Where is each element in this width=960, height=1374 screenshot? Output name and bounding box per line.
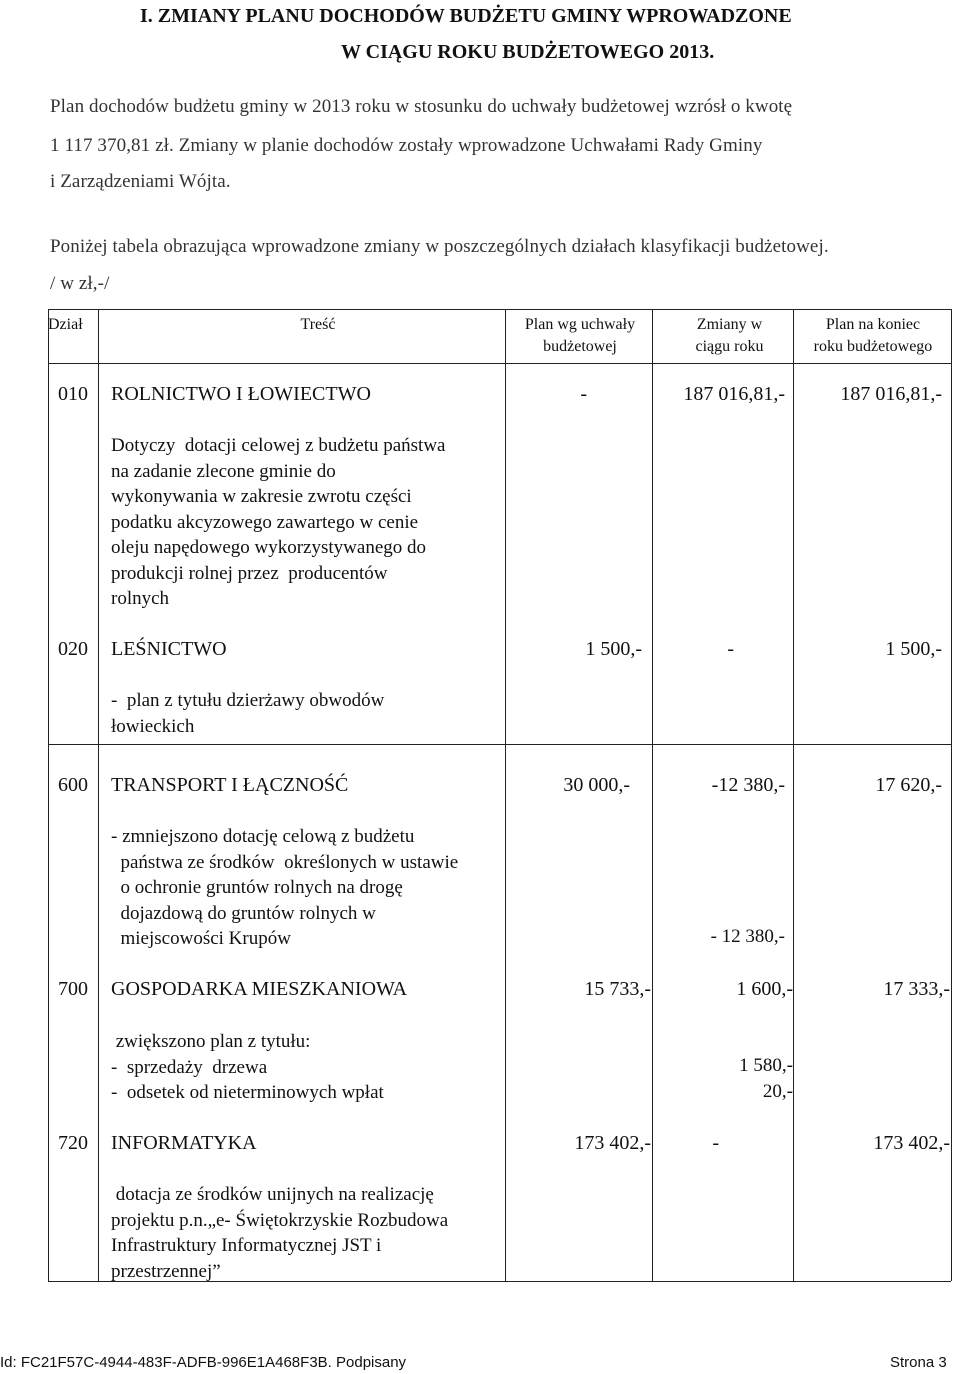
row-010-name: ROLNICTWO I ŁOWIECTWO	[111, 383, 371, 405]
row-600-zmiany: -12 380,-	[711, 774, 785, 796]
row-020-koniec: 1 500,-	[885, 638, 942, 660]
header-tresc: Treść	[300, 316, 336, 333]
row-700-sub-zmiany-1: 1 580,-	[739, 1055, 793, 1076]
row-600-koniec: 17 620,-	[875, 774, 942, 796]
row-720-name: INFORMATYKA	[111, 1132, 257, 1154]
intro-paragraph-2: Poniżej tabela obrazująca wprowadzone zmiany w poszczególnych działach klasyfikacji budżetowej.	[50, 236, 829, 257]
row-720-koniec: 173 402,-	[873, 1132, 950, 1154]
row-020-zmiany: -	[727, 638, 734, 660]
row-020-description: - plan z tytułu dzierżawy obwodów łowieckich	[111, 690, 385, 737]
row-700-name: GOSPODARKA MIESZKANIOWA	[111, 978, 408, 1000]
row-600-plan: 30 000,-	[563, 774, 630, 796]
row-700-dzial: 700	[58, 978, 88, 1000]
title-line-1: I. ZMIANY PLANU DOCHODÓW BUDŻETU GMINY WPROWADZONE	[140, 5, 792, 27]
header-dzial: Dział	[48, 316, 83, 333]
row-600-dzial: 600	[58, 774, 88, 796]
row-010-zmiany: 187 016,81,-	[683, 383, 785, 405]
row-010-dzial: 010	[58, 383, 88, 405]
header-plan-line-2: budżetowej	[543, 338, 617, 355]
intro-line-2: 1 117 370,81 zł. Zmiany w planie dochodów zostały wprowadzone Uchwałami Rady Gminy	[50, 135, 763, 156]
unit-note: / w zł,-/	[50, 273, 110, 294]
row-700-description: zwiększono plan z tytułu: - sprzedaży drzewa - odsetek od nieterminowych wpłat	[111, 1031, 384, 1103]
row-720-plan: 173 402,-	[574, 1132, 651, 1154]
row-700-koniec: 17 333,-	[883, 978, 950, 1000]
intro-line-1: Plan dochodów budżetu gminy w 2013 roku w stosunku do uchwały budżetowej wzrósł o kwotę	[50, 96, 793, 117]
row-600-sub-zmiany: - 12 380,-	[710, 926, 785, 947]
header-koniec-line-1: Plan na koniec	[825, 316, 921, 333]
row-700-sub-zmiany-2: 20,-	[762, 1081, 793, 1102]
row-720-dzial: 720	[58, 1132, 88, 1154]
header-koniec-line-2: roku budżetowego	[813, 338, 933, 355]
row-600-description: - zmniejszono dotację celową z budżetu państwa ze środków określonych w ustawie o ochronie gruntów rolnych na drogę dojazdową do gruntów rolnych w miejscowości Krupów	[111, 826, 459, 949]
page-number: Strona 3	[890, 1354, 947, 1371]
row-020-dzial: 020	[58, 638, 88, 660]
header-plan-line-1: Plan wg uchwały	[524, 316, 636, 333]
row-020-name: LEŚNICTWO	[111, 638, 227, 660]
row-010-plan: -	[580, 383, 587, 405]
title-line-2: W CIĄGU ROKU BUDŻETOWEGO 2013.	[341, 41, 715, 63]
row-700-plan: 15 733,-	[584, 978, 651, 1000]
header-zmiany-line-2: ciągu roku	[695, 338, 764, 355]
row-010-koniec: 187 016,81,-	[840, 383, 942, 405]
header-zmiany-line-1: Zmiany w	[696, 316, 763, 333]
row-020-plan: 1 500,-	[585, 638, 642, 660]
row-720-description: dotacja ze środków unijnych na realizację projektu p.n.„e- Świętokrzyskie Rozbudowa Infrastruktury Informatycznej JST i przestrzennej”	[111, 1184, 449, 1282]
document-id: Id: FC21F57C-4944-483F-ADFB-996E1A468F3B. Podpisany	[0, 1354, 407, 1371]
intro-line-3: i Zarządzeniami Wójta.	[50, 171, 231, 192]
row-720-zmiany: -	[712, 1132, 719, 1154]
row-010-description: Dotyczy dotacji celowej z budżetu państwa na zadanie zlecone gminie do wykonywania w zakresie zwrotu części podatku akcyzowego zawartego w cenie oleju napędowego wykorzystywanego do produkcji rolnej przez producentów rolnych	[111, 435, 446, 609]
row-600-name: TRANSPORT I ŁĄCZNOŚĆ	[111, 774, 349, 796]
row-700-zmiany: 1 600,-	[736, 978, 793, 1000]
